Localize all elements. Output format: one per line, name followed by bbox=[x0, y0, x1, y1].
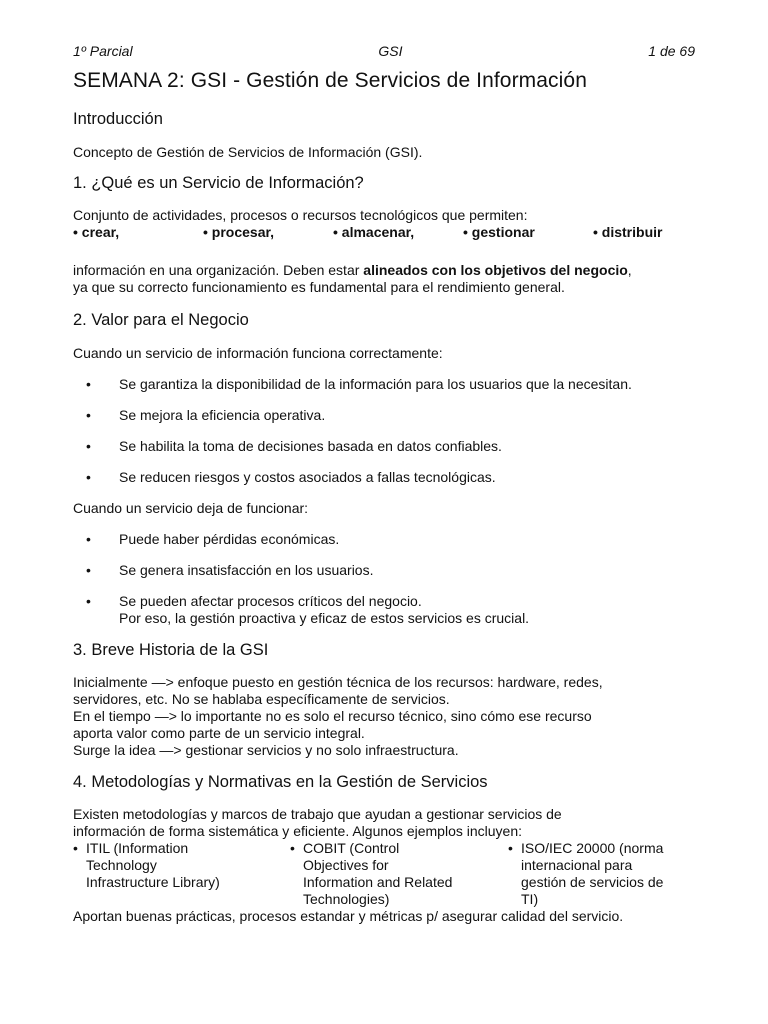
action-item: • crear, bbox=[73, 224, 120, 240]
text-line: En el tiempo —> lo importante no es solo el recurso técnico, sino cómo ese recurso bbox=[73, 708, 592, 724]
text-line: información de forma sistemática y eficiente. Algunos ejemplos incluyen: bbox=[73, 823, 522, 839]
document-title: SEMANA 2: GSI - Gestión de Servicios de Información bbox=[73, 69, 587, 92]
section-2-lead-fail: Cuando un servicio deja de funcionar: bbox=[73, 500, 309, 516]
section-4-closing: Aportan buenas prácticas, procesos estandar y métricas p/ asegurar calidad del servicio. bbox=[73, 908, 624, 924]
text-line: Inicialmente —> enfoque puesto en gestión técnica de los recursos: hardware, redes, bbox=[73, 674, 603, 690]
page-header bbox=[73, 42, 695, 60]
text-line: Existen metodologías y marcos de trabajo que ayudan a gestionar servicios de bbox=[73, 806, 562, 822]
section-3-body bbox=[73, 674, 695, 759]
action-item: • gestionar bbox=[463, 224, 535, 240]
text-line: servidores, etc. No se hablaba específicamente de servicios. bbox=[73, 691, 450, 707]
text-line: Surge la idea —> gestionar servicios y no solo infraestructura. bbox=[73, 742, 459, 758]
section-1-paragraph-line2: ya que su correcto funcionamiento es fundamental para el rendimiento general. bbox=[73, 279, 565, 295]
benefits-list bbox=[73, 376, 695, 486]
methodology-cobit: • COBIT (Control Objectives for Information and Related Technologies) bbox=[290, 840, 453, 907]
header-course: 1º Parcial bbox=[73, 43, 133, 59]
section-1-lead: Conjunto de actividades, procesos o recursos tecnológicos que permiten: bbox=[73, 207, 528, 223]
intro-heading: Introducción bbox=[73, 110, 163, 128]
list-item: • Se reducen riesgos y costos asociados a fallas tecnológicas. bbox=[86, 469, 496, 485]
list-item: • Se pueden afectar procesos críticos del negocio. Por eso, la gestión proactiva y eficaz de estos servicios es crucial. bbox=[86, 593, 530, 626]
action-item: • almacenar, bbox=[333, 224, 415, 240]
list-item: • Se genera insatisfacción en los usuarios. bbox=[86, 562, 374, 578]
section-4-heading: 4. Metodologías y Normativas en la Gestión de Servicios bbox=[73, 773, 488, 791]
header-subject: GSI bbox=[378, 43, 403, 59]
highlight-alignment: alineados con los objetivos del negocio bbox=[363, 262, 628, 278]
section-3-heading: 3. Breve Historia de la GSI bbox=[73, 641, 269, 659]
methodology-itil: • ITIL (Information Technology Infrastructure Library) bbox=[73, 840, 220, 890]
list-item-continuation: Por eso, la gestión proactiva y eficaz de estos servicios es crucial. bbox=[119, 610, 530, 626]
section-2-heading: 2. Valor para el Negocio bbox=[73, 311, 249, 329]
section-4-body bbox=[73, 806, 695, 840]
intro-text: Concepto de Gestión de Servicios de Información (GSI). bbox=[73, 144, 423, 160]
text-line: aporta valor como parte de un servicio integral. bbox=[73, 725, 365, 741]
methodology-iso-20000: • ISO/IEC 20000 (norma internacional para gestión de servicios de TI) bbox=[508, 840, 664, 907]
document-page bbox=[73, 42, 695, 925]
methodologies-columns bbox=[73, 840, 695, 908]
section-1-paragraph: información en una organización. Deben estar alineados con los objetivos del negocio, bbox=[73, 262, 632, 278]
section-1-action-list bbox=[73, 224, 695, 241]
action-item: • distribuir bbox=[593, 224, 663, 240]
section-1-heading: 1. ¿Qué es un Servicio de Información? bbox=[73, 174, 364, 192]
section-2-lead-ok: Cuando un servicio de información funciona correctamente: bbox=[73, 345, 443, 361]
header-page-number: 1 de 69 bbox=[648, 43, 695, 59]
list-item: • Puede haber pérdidas económicas. bbox=[86, 531, 340, 547]
action-item: • procesar, bbox=[203, 224, 275, 240]
list-item: • Se habilita la toma de decisiones basada en datos confiables. bbox=[86, 438, 502, 454]
list-item: • Se garantiza la disponibilidad de la información para los usuarios que la necesitan. bbox=[86, 376, 632, 392]
list-item: • Se mejora la eficiencia operativa. bbox=[86, 407, 326, 423]
risks-list bbox=[73, 531, 695, 627]
